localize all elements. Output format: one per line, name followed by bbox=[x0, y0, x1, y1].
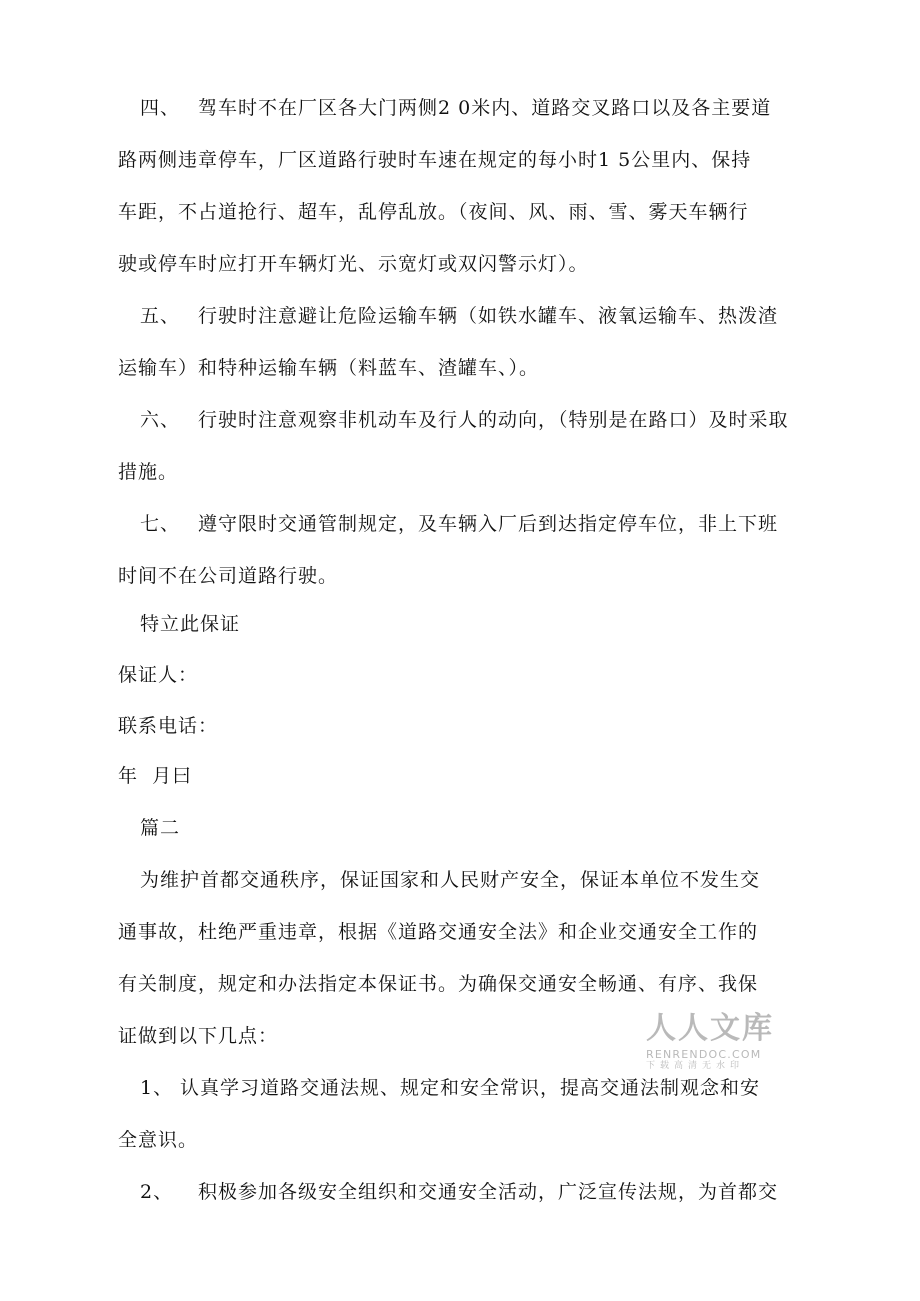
phone-label: 联系电话： bbox=[118, 715, 219, 737]
item-6-line-2: 措施。 bbox=[118, 461, 179, 483]
guarantor-label: 保证人： bbox=[118, 664, 199, 686]
item-4-number: 四、 bbox=[140, 97, 181, 119]
item-4-line-3: 车距，不占道抢行、超车，乱停乱放。（夜间、风、雨、雪、雾天车辆行 bbox=[118, 201, 749, 223]
section-2-title: 篇二 bbox=[140, 817, 181, 839]
item-4-line-2: 路两侧违章停车，厂区道路行驶时车速在规定的每小时1 5公里内、保持 bbox=[118, 149, 752, 171]
item-4-line-4: 驶或停车时应打开车辆灯光、示宽灯或双闪警示灯）。 bbox=[118, 253, 589, 275]
item-5-line-2: 运输车）和特种运输车辆（料蓝车、渣罐车、）。 bbox=[118, 357, 540, 379]
para-2-line-3: 有关制度，规定和办法指定本保证书。为确保交通安全畅通、有序、我保 bbox=[118, 973, 759, 995]
watermark-sub: 下载高清无水印 bbox=[646, 1061, 745, 1071]
watermark-en: RENRENDOC.COM bbox=[646, 1048, 762, 1061]
item-7-number: 七、 bbox=[140, 513, 181, 535]
point-2-number: 2、 bbox=[140, 1181, 174, 1203]
point-1-number: 1、 bbox=[140, 1077, 174, 1099]
closing-text: 特立此保证 bbox=[140, 613, 241, 635]
item-7-line-2: 时间不在公司道路行驶。 bbox=[118, 565, 339, 587]
watermark-cn: 人人文库 bbox=[646, 1011, 774, 1046]
item-7-line-1: 七、 遵守限时交通管制规定，及车辆入厂后到达指定停车位，非上下班 bbox=[140, 513, 779, 535]
item-5-line-1: 五、 行驶时注意避让危险运输车辆（如铁水罐车、液氧运输车、热泼渣 bbox=[140, 305, 779, 327]
date-label: 年 月曰 bbox=[118, 765, 193, 787]
para-2-line-2: 通事故，杜绝严重违章，根据《道路交通安全法》和企业交通安全工作的 bbox=[118, 921, 759, 943]
para-2-line-1: 为维护首都交通秩序，保证国家和人民财产安全，保证本单位不发生交 bbox=[140, 869, 761, 891]
item-6-line-1: 六、 行驶时注意观察非机动车及行人的动向，（特别是在路口）及时采取 bbox=[140, 409, 789, 431]
item-5-number: 五、 bbox=[140, 305, 181, 327]
item-4-line-1: 四、 驾车时不在厂区各大门两侧2 0米内、道路交叉路口以及各主要道 bbox=[140, 97, 772, 119]
point-1-line-1: 1、 认真学习道路交通法规、规定和安全常识，提高交通法制观念和安 bbox=[140, 1077, 761, 1099]
item-6-number: 六、 bbox=[140, 409, 181, 431]
point-2-line-1: 2、 积极参加各级安全组织和交通安全活动，广泛宣传法规，为首都交 bbox=[140, 1181, 779, 1203]
point-1-line-2: 全意识。 bbox=[118, 1129, 199, 1151]
para-2-line-4: 证做到以下几点： bbox=[118, 1025, 279, 1047]
watermark-logo bbox=[646, 1012, 776, 1072]
